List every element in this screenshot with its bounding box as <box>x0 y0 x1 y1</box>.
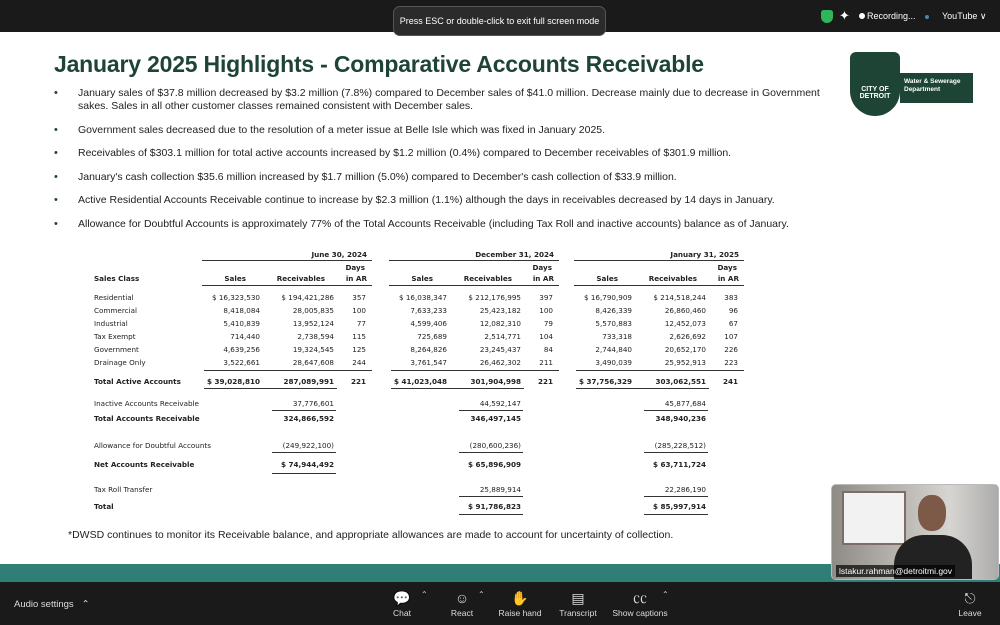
video-window <box>842 491 906 545</box>
sales-value: $ 16,790,909 <box>583 293 632 302</box>
summary-value: $ 74,944,492 <box>281 460 334 469</box>
sales-value: $ 16,038,347 <box>398 293 447 302</box>
summary-value: $ 63,711,724 <box>653 460 706 469</box>
footnote: *DWSD continues to monitor its Receivable balance, and appropriate allowances are made to account for uncertainty of collection. <box>68 529 674 541</box>
meeting-controls <box>0 582 1000 625</box>
days-value: 67 <box>728 319 738 328</box>
table-rule <box>644 514 708 515</box>
sales-value: $ 16,323,530 <box>211 293 260 302</box>
raise-hand-label: Raise hand <box>498 608 542 618</box>
fullscreen-exit-banner: Press ESC or double-click to exit full screen mode <box>393 6 606 36</box>
days-value: 104 <box>539 332 553 341</box>
days-value: 125 <box>352 345 366 354</box>
table-rule <box>459 452 523 453</box>
table-rule <box>574 260 744 261</box>
table-rule <box>576 370 744 371</box>
participant-name: lstakur.rahman@detroitmi.gov <box>836 565 955 577</box>
sales-value: $ 41,023,048 <box>394 377 447 386</box>
summary-value: 44,592,147 <box>479 399 521 408</box>
sales-value: 8,418,084 <box>223 306 260 315</box>
summary-value: 348,940,236 <box>655 414 706 423</box>
table-rule <box>459 410 523 411</box>
receivables-value: 2,514,771 <box>484 332 521 341</box>
table-rule <box>391 388 524 389</box>
row-header: Sales Class <box>94 274 140 283</box>
days-value: 383 <box>724 293 738 302</box>
table-rule <box>459 514 523 515</box>
table-rule <box>204 370 372 371</box>
chevron-up-icon[interactable]: ⌃ <box>81 599 90 610</box>
col-header-receivables: Receivables <box>276 274 325 283</box>
col-header-receivables: Receivables <box>648 274 697 283</box>
days-value: 96 <box>728 306 738 315</box>
table-rule <box>272 410 336 411</box>
transcript-label: Transcript <box>559 608 597 618</box>
summary-value: 22,286,190 <box>664 485 706 494</box>
summary-label: Allowance for Doubtful Accounts <box>94 441 211 450</box>
col-header-days: in AR <box>345 274 367 283</box>
summary-label: Total Accounts Receivable <box>94 414 200 423</box>
summary-value: 324,866,592 <box>283 414 334 423</box>
row-label: Residential <box>94 293 134 302</box>
highlights-list <box>54 87 844 241</box>
table-rule <box>644 452 708 453</box>
table-rule <box>391 370 559 371</box>
summary-value: 45,877,684 <box>664 399 706 408</box>
receivables-value: 28,647,608 <box>292 358 334 367</box>
table-rule <box>272 473 336 474</box>
row-label: Industrial <box>94 319 128 328</box>
bullet-item: • January sales of $37.8 million decreased by $3.2 million (7.8%) compared to December sales of $41.0 million. Decrease mainly due to decrease in Government sakes. Sales in all other customer classes remained consistent with December sales. <box>54 87 844 113</box>
logo-city-small: CITY OF <box>861 86 889 93</box>
chat-options-chevron-icon[interactable]: ⌃ <box>421 590 428 599</box>
receivables-value: 25,952,913 <box>664 358 706 367</box>
slide-title: January 2025 Highlights - Comparative Accounts Receivable <box>54 51 704 77</box>
participant-video[interactable] <box>831 484 999 580</box>
summary-value: $ 65,896,909 <box>468 460 521 469</box>
video-person-head <box>918 495 946 531</box>
receivables-value: 287,089,991 <box>283 377 334 386</box>
days-value: 241 <box>722 377 738 386</box>
sales-value: 2,744,840 <box>595 345 632 354</box>
bullet-item: • Active Residential Accounts Receivable continue to increase by $2.3 million (1.1%) although the days in receivables decreased by 14 days in January. <box>54 194 844 207</box>
table-rule <box>459 496 523 497</box>
transcript-icon: ▤ <box>571 590 585 606</box>
receivables-value: 13,952,124 <box>292 319 334 328</box>
days-value: 357 <box>352 293 366 302</box>
sales-value: 8,426,339 <box>595 306 632 315</box>
sales-value: 4,639,256 <box>223 345 260 354</box>
sales-value: 8,264,826 <box>410 345 447 354</box>
leave-button[interactable] <box>955 588 985 618</box>
summary-label: Tax Roll Transfer <box>94 485 153 494</box>
summary-value: (249,922,100) <box>282 441 334 450</box>
show-captions-button[interactable] <box>610 588 670 618</box>
days-value: 107 <box>724 332 738 341</box>
col-header-receivables: Receivables <box>463 274 512 283</box>
col-header-sales: Sales <box>224 274 246 283</box>
summary-value: 346,497,145 <box>470 414 521 423</box>
days-value: 223 <box>724 358 738 367</box>
shield-icon <box>821 10 833 23</box>
bullet-item: • Allowance for Doubtful Accounts is approximately 77% of the Total Accounts Receivable (including Tax Roll and inactive accounts) balance as of January. <box>54 218 844 231</box>
youtube-label[interactable]: YouTube ∨ <box>942 11 987 21</box>
period-header: June 30, 2024 <box>311 250 367 259</box>
summary-label: Total <box>94 502 114 511</box>
days-value: 244 <box>352 358 366 367</box>
captions-options-chevron-icon[interactable]: ⌃ <box>662 590 669 599</box>
receivables-value: 12,452,073 <box>664 319 706 328</box>
receivables-value: 28,005,835 <box>292 306 334 315</box>
summary-value: 37,776,601 <box>292 399 334 408</box>
receivables-value: 19,324,545 <box>292 345 334 354</box>
col-header-days: Days <box>532 263 552 272</box>
days-value: 397 <box>539 293 553 302</box>
react-button[interactable] <box>445 588 479 618</box>
dwsd-logo <box>846 46 976 126</box>
youtube-icon <box>925 15 929 19</box>
table-rule <box>389 260 559 261</box>
period-header: January 31, 2025 <box>670 250 739 259</box>
col-header-days: in AR <box>717 274 739 283</box>
row-label: Government <box>94 345 139 354</box>
sales-value: 5,570,883 <box>595 319 632 328</box>
table-rule <box>202 260 372 261</box>
logo-emblem <box>850 52 900 116</box>
row-label: Drainage Only <box>94 358 146 367</box>
sales-value: 3,490,039 <box>595 358 632 367</box>
col-header-sales: Sales <box>596 274 618 283</box>
react-icon: ☺ <box>454 590 470 606</box>
sparkle-icon[interactable]: ✦ <box>839 8 850 23</box>
sales-value: 4,599,406 <box>410 319 447 328</box>
summary-label: Inactive Accounts Receivable <box>94 399 199 408</box>
react-options-chevron-icon[interactable]: ⌃ <box>478 590 485 599</box>
recording-label[interactable]: Recording... <box>867 11 916 21</box>
receivables-value: 26,860,460 <box>664 306 706 315</box>
summary-value: 25,889,914 <box>479 485 521 494</box>
receivables-value: 12,082,310 <box>479 319 521 328</box>
receivables-value: 303,062,551 <box>655 377 706 386</box>
logo-city: DETROIT <box>859 93 891 100</box>
table-rule <box>272 452 336 453</box>
days-value: 79 <box>543 319 553 328</box>
row-label: Total Active Accounts <box>94 377 181 386</box>
transcript-button[interactable] <box>556 588 600 618</box>
raise-hand-icon: ✋ <box>511 590 529 606</box>
summary-value: $ 91,786,823 <box>468 502 521 511</box>
receivables-value: $ 214,518,244 <box>653 293 706 302</box>
captions-icon: ㏄ <box>633 590 647 606</box>
recording-icon <box>859 13 865 19</box>
summary-value: (285,228,512) <box>654 441 706 450</box>
table-rule <box>389 285 559 286</box>
days-value: 211 <box>539 358 553 367</box>
bullet-item: • Receivables of $303.1 million for total active accounts increased by $1.2 million (0.4%) compared to December receivables of $301.9 million. <box>54 147 844 160</box>
show-captions-label: Show captions <box>612 608 668 618</box>
days-value: 84 <box>543 345 553 354</box>
days-value: 221 <box>537 377 553 386</box>
receivables-value: $ 212,176,995 <box>468 293 521 302</box>
bullet-item: • Government sales decreased due to the resolution of a meter issue at Belle Isle which was fixed in January 2025. <box>54 124 844 137</box>
sales-value: $ 37,756,329 <box>579 377 632 386</box>
sales-value: 7,633,233 <box>410 306 447 315</box>
summary-label: Net Accounts Receivable <box>94 460 195 469</box>
col-header-days: Days <box>345 263 365 272</box>
receivables-value: 23,245,437 <box>479 345 521 354</box>
leave-label: Leave <box>958 608 982 618</box>
row-label: Commercial <box>94 306 137 315</box>
receivables-value: 25,423,182 <box>479 306 521 315</box>
sales-value: 725,689 <box>417 332 447 341</box>
col-header-sales: Sales <box>411 274 433 283</box>
summary-value: $ 85,997,914 <box>653 502 706 511</box>
sales-value: 3,761,547 <box>410 358 447 367</box>
days-value: 115 <box>352 332 366 341</box>
raise-hand-button[interactable] <box>496 588 544 618</box>
days-value: 100 <box>352 306 366 315</box>
receivables-value: 2,738,594 <box>297 332 334 341</box>
sales-value: $ 39,028,810 <box>207 377 260 386</box>
chat-label: Chat <box>393 608 411 618</box>
days-value: 100 <box>539 306 553 315</box>
table-rule <box>644 496 708 497</box>
sales-value: 5,410,839 <box>223 319 260 328</box>
receivables-value: 26,462,302 <box>479 358 521 367</box>
table-rule <box>644 410 708 411</box>
chat-button[interactable] <box>387 588 417 618</box>
receivables-value: $ 194,421,286 <box>281 293 334 302</box>
days-value: 221 <box>350 377 366 386</box>
audio-settings-button[interactable] <box>14 599 90 610</box>
table-rule <box>576 388 709 389</box>
days-value: 77 <box>356 319 366 328</box>
table-rule <box>574 285 744 286</box>
logo-city-text <box>852 86 898 100</box>
logo-department: Water & Sewerage Department <box>900 73 973 103</box>
audio-settings-label: Audio settings <box>14 599 74 610</box>
period-header: December 31, 2024 <box>475 250 554 259</box>
days-value: 226 <box>724 345 738 354</box>
chat-icon: 💬 <box>393 590 411 606</box>
react-label: React <box>450 608 474 618</box>
receivables-value: 2,626,692 <box>669 332 706 341</box>
summary-value: (280,600,236) <box>469 441 521 450</box>
bullet-item: • January's cash collection $35.6 million increased by $1.7 million (5.0%) compared to December's cash collection of $33.9 million. <box>54 171 844 184</box>
receivables-value: 301,904,998 <box>470 377 521 386</box>
col-header-days: Days <box>717 263 737 272</box>
leave-icon: ⎋ <box>964 590 976 606</box>
sales-value: 733,318 <box>602 332 632 341</box>
table-rule <box>204 388 337 389</box>
sales-value: 3,522,661 <box>223 358 260 367</box>
col-header-days: in AR <box>532 274 554 283</box>
sales-value: 714,440 <box>230 332 260 341</box>
receivables-value: 20,652,170 <box>664 345 706 354</box>
row-label: Tax Exempt <box>94 332 136 341</box>
table-rule <box>202 285 372 286</box>
